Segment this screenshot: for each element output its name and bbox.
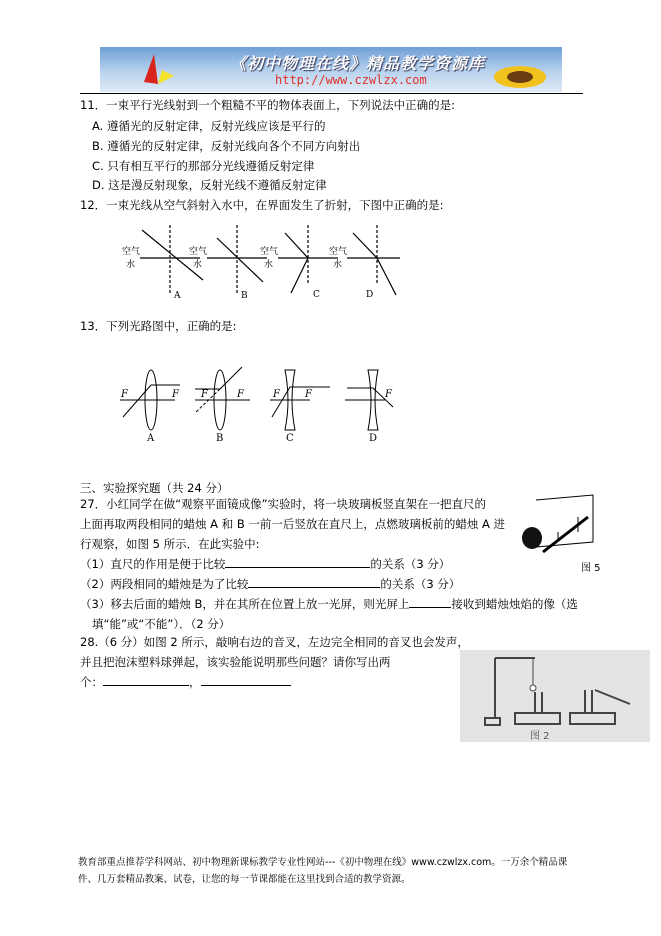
air-label: 空气 [122,247,141,257]
q27-part-1-suffix: 的关系（3 分） [370,557,451,571]
q13-stem: 13．下列光路图中，正确的是: [80,319,237,333]
q27-part-3-text: （3）移去后面的蜡烛 B，并在其所在位置上放一光屏，则光屏上 [80,597,410,611]
q28-comma: ， [189,675,201,689]
water-label: 水 [333,260,343,270]
option-label-b: B [216,433,224,444]
lens-diagrams [115,365,395,445]
q27-line-1: 27．小红同学在做“观察平面镜成像”实验时，将一块玻璃板竖直架在一把直尺的 [80,497,487,511]
q28-answer-prefix: 个： [80,675,103,689]
option-label-b: B [241,291,248,301]
q12-stem: 12．一束光线从空气斜射入水中，在界面发生了折射，下图中正确的是: [80,198,444,212]
option-label-c: C [286,433,294,444]
q27-line-3: 行观察，如图 5 所示．在此实验中: [80,537,260,551]
q28-line-2: 并且把泡沫塑料球弹起，该实验能说明那些问题？请你写出两 [80,655,391,669]
option-label-c: C [313,290,320,300]
focus-label: F [121,389,128,400]
q28-line-1: 28.（6 分）如图 2 所示，敲响右边的音叉，左边完全相同的音叉也会发声， [80,635,469,649]
focus-label: F [201,389,208,400]
q27-part-2 [80,576,460,592]
q11-option-a: A. 遵循光的反射定律，反射光线应该是平行的 [92,119,326,133]
banner-title: 《初中物理在线》精品教学资源库 [230,54,486,73]
q28-line-3 [80,674,291,690]
option-label-a: A [174,291,181,301]
figure-5-mirror-experiment [518,492,598,557]
water-label: 水 [193,260,203,270]
air-label: 空气 [260,247,279,257]
focus-label: F [273,389,280,400]
q27-part-1-blank[interactable] [225,556,370,568]
q11-stem: 11．一束平行光线射到一个粗糙不平的物体表面上，下列说法中正确的是: [80,98,456,112]
figure-5-caption: 图 5 [581,563,601,574]
q27-part-1 [80,556,450,572]
q28-answer-blank-1[interactable] [103,674,189,686]
q27-part-2-suffix: 的关系（3 分） [380,577,461,591]
q11-option-d: D. 这是漫反射现象，反射光线不遵循反射定律 [92,178,327,192]
q27-part-1-text: （1）直尺的作用是便于比较 [80,557,226,571]
banner-url: http://www.czwlzx.com [275,73,427,87]
header-divider [80,93,583,94]
q11-option-c: C. 只有相互平行的那部分光线遵循反射定律 [92,159,315,173]
option-label-d: D [369,433,378,444]
footer-line-1: 教育部重点推荐学科网站、初中物理新课标教学专业性网站---《初中物理在线》www.czwlzx.com。一万余个精品课 [78,857,568,868]
focus-label: F [237,389,244,400]
q27-part-2-text: （2）两段相同的蜡烛是为了比较 [80,577,249,591]
footer [78,854,567,888]
q27-part-3-suffix: 接收到蜡烛烛焰的像（选 [451,597,578,611]
air-label: 空气 [329,247,348,257]
footer-line-2: 件、几万套精品教案、试卷，让您的每一节课都能在这里找到合适的教学资源。 [78,874,411,885]
option-label-d: D [366,290,374,300]
focus-label: F [385,389,392,400]
water-label: 水 [126,260,136,270]
q28-answer-blank-2[interactable] [201,674,291,686]
refraction-diagrams [110,225,410,305]
focus-label: F [305,389,312,400]
sunflower-icon [490,61,550,91]
q27-part-3 [80,596,578,612]
figure-2-tuning-fork-photo [460,650,650,742]
figure-2-caption: 图 2 [530,731,550,742]
q27-part-3-blank[interactable] [409,596,451,608]
q27-part-2-blank[interactable] [248,576,380,588]
site-banner [100,47,562,92]
site-logo-icon [140,52,180,88]
q27-part-3-cont: 填“能”或“不能”）．（2 分） [92,617,231,631]
q27-line-2: 上面再取两段相同的蜡烛 A 和 B 一前一后竖放在直尺上，点燃玻璃板前的蜡烛 A 进 [80,517,506,531]
air-label: 空气 [189,247,208,257]
water-label: 水 [264,260,274,270]
option-label-a: A [147,433,155,444]
focus-label: F [172,389,179,400]
section-3-title: 三、实验探究题（共 24 分） [80,481,229,495]
q11-option-b: B. 遵循光的反射定律，反射光线向各个不同方向射出 [92,139,361,153]
